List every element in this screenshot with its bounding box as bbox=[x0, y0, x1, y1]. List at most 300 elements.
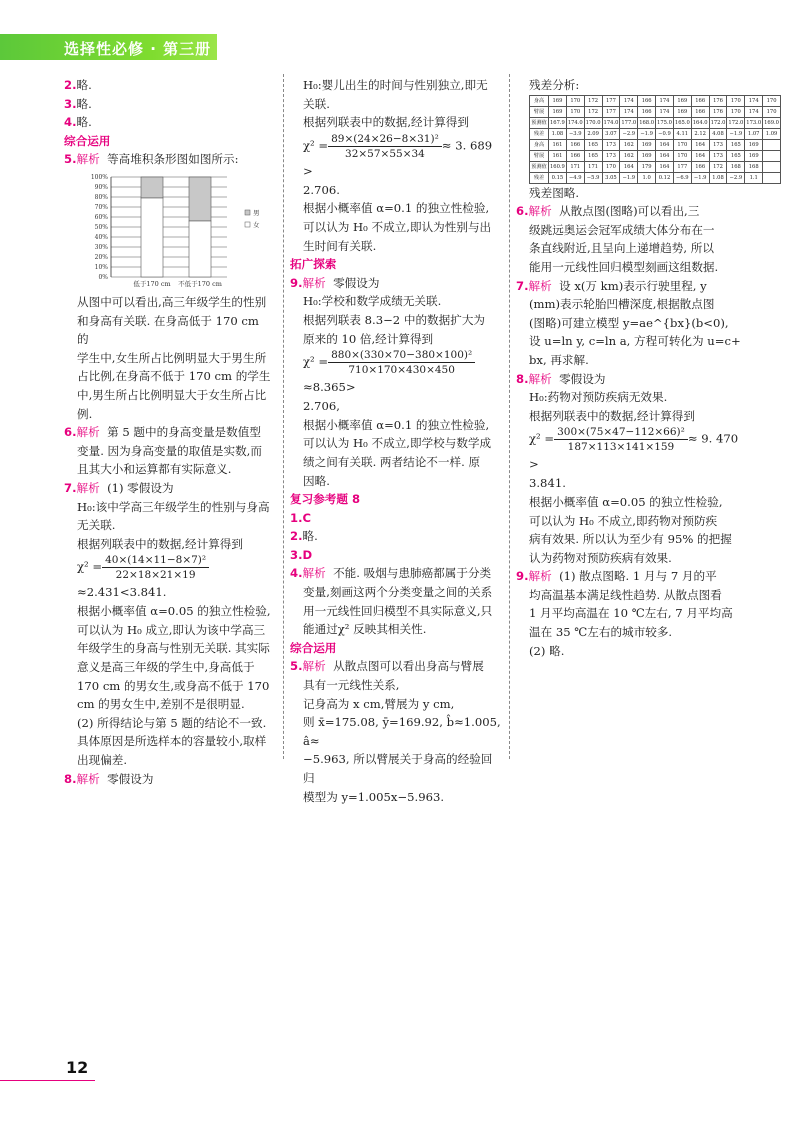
text-line: 1 月平均高温在 10 ℃左右, 7 月平均高 bbox=[529, 606, 733, 621]
chart-svg bbox=[77, 171, 277, 291]
item-6 bbox=[64, 423, 274, 442]
table-cell: 165 bbox=[584, 139, 602, 150]
table-cell: 1.08 bbox=[709, 172, 727, 183]
table-cell: 174 bbox=[620, 106, 638, 117]
text-line: 根据列联表 8.3−2 中的数据扩大为 bbox=[303, 312, 486, 327]
text-line: (图略)可建立模型 y=ae^{bx}(b<0), bbox=[529, 315, 729, 330]
text-line: 温在 35 ℃左右的城市较多. bbox=[529, 625, 673, 640]
bar-female bbox=[141, 198, 163, 277]
table-cell: 164 bbox=[656, 161, 674, 172]
formula-rhs: ≈8.365> bbox=[303, 380, 356, 395]
table-cell: 169 bbox=[745, 150, 763, 161]
table-cell: 169 bbox=[673, 95, 691, 106]
y-tick-label: 90% bbox=[94, 183, 108, 191]
item-6-body bbox=[64, 442, 274, 479]
table-cell: −1.9 bbox=[620, 172, 638, 183]
table-cell: 169 bbox=[549, 106, 567, 117]
table-row bbox=[530, 150, 781, 161]
table-cell: 164 bbox=[691, 150, 709, 161]
y-tick-label: 0% bbox=[98, 273, 108, 281]
answer-text: 设 x(万 km)表示行驶里程, y bbox=[559, 278, 707, 293]
stacked-bar-chart bbox=[77, 171, 277, 291]
text-line: 关联. bbox=[303, 96, 330, 111]
residual-intro: 残差分析: bbox=[529, 78, 580, 92]
table-cell: 1.0 bbox=[638, 172, 656, 183]
formula-lhs: χ² = bbox=[303, 354, 329, 369]
text-line: 因略. bbox=[303, 473, 330, 488]
table-cell: 3.07 bbox=[602, 128, 620, 139]
table-cell: 162 bbox=[620, 139, 638, 150]
fraction bbox=[554, 425, 688, 454]
text-line: 具体原因是所选样本的容量较小,取样 bbox=[77, 734, 267, 749]
text-line: 级跳远奥运会冠军成绩大体分布在一 bbox=[529, 222, 715, 237]
analysis-tag: 解析 bbox=[76, 425, 100, 440]
table-cell: 170.0 bbox=[584, 117, 602, 128]
table-cell: 0.15 bbox=[549, 172, 567, 183]
section-heading: 拓广探索 bbox=[290, 257, 337, 272]
row-label: 身高 bbox=[530, 95, 549, 106]
item-5 bbox=[64, 150, 274, 169]
table-cell: 165.0 bbox=[673, 117, 691, 128]
text-line: 则 x̄=175.08, ȳ=169.92, b̂≈1.005, â≈ bbox=[303, 715, 501, 748]
table-row bbox=[530, 95, 781, 106]
text-line: 可以认为 H₀ 成立,即认为该中学高三 bbox=[77, 622, 266, 637]
y-tick-label: 50% bbox=[94, 223, 108, 231]
table-cell: 174 bbox=[656, 95, 674, 106]
table-cell: 3.05 bbox=[602, 172, 620, 183]
table-cell: 164 bbox=[656, 139, 674, 150]
analysis-tag: 解析 bbox=[528, 371, 552, 386]
table-cell: 161 bbox=[549, 139, 567, 150]
review-3 bbox=[290, 546, 502, 565]
text-line: 无关联. bbox=[77, 518, 116, 533]
text-line: 病有效果. 所以认为至少有 95% 的把握 bbox=[529, 532, 732, 547]
item-number: 5. bbox=[290, 659, 303, 674]
item-number: 4. bbox=[64, 115, 77, 130]
page-number: 12 bbox=[66, 1058, 89, 1077]
answer-text: 略. bbox=[76, 96, 92, 111]
table-cell: 165 bbox=[584, 150, 602, 161]
formula bbox=[64, 553, 274, 602]
table-cell: 4.08 bbox=[709, 128, 727, 139]
table-cell: 171 bbox=[584, 161, 602, 172]
text-line: 例. bbox=[77, 406, 93, 421]
text-line: 年级学生的身高与性别无关联. 其实际 bbox=[77, 641, 270, 656]
table-cell: 169 bbox=[549, 95, 567, 106]
fraction bbox=[328, 348, 475, 377]
legend-label: 女 bbox=[253, 220, 260, 229]
table-cell: 168.0 bbox=[638, 117, 656, 128]
table-cell: 172 bbox=[584, 95, 602, 106]
row-label: 身高 bbox=[530, 139, 549, 150]
review-4 bbox=[290, 564, 502, 583]
answer-text: 从散点图(图略)可以看出,三 bbox=[559, 204, 700, 219]
review-5-body bbox=[290, 676, 502, 806]
item-9 bbox=[290, 274, 502, 293]
text-line: 根据小概率值 α=0.05 的独立性检验, bbox=[77, 604, 271, 619]
formula bbox=[290, 348, 502, 397]
table-cell: 173 bbox=[602, 139, 620, 150]
denominator: 710×170×430×450 bbox=[348, 364, 455, 377]
answer-text: 略. bbox=[76, 115, 92, 130]
numerator: 89×(24×26−8×31)² bbox=[328, 132, 442, 147]
formula-lhs: χ² = bbox=[303, 138, 329, 153]
residual-table bbox=[529, 95, 781, 184]
review-5 bbox=[290, 657, 502, 676]
analysis-tag: 解析 bbox=[76, 480, 100, 495]
table-cell: 174.0 bbox=[602, 117, 620, 128]
table-cell: 174 bbox=[656, 106, 674, 117]
item-number: 6. bbox=[64, 425, 77, 440]
table-cell bbox=[763, 161, 781, 172]
table-cell: 169.0 bbox=[763, 117, 781, 128]
review-8-body bbox=[516, 388, 746, 425]
review-6 bbox=[516, 202, 746, 221]
table-cell: 169 bbox=[745, 139, 763, 150]
table-cell: 168 bbox=[727, 161, 745, 172]
text-line: 设 u=ln y, c=ln a, 方程可转化为 u=c+ bbox=[529, 334, 741, 349]
denominator: 22×18×21×19 bbox=[115, 569, 196, 582]
text-line: 变量,刻画这两个分类变量之间的关系 bbox=[303, 585, 493, 600]
text-line: 3.841. bbox=[529, 476, 566, 491]
item-7-body bbox=[64, 602, 274, 769]
item-number: 7. bbox=[64, 480, 77, 495]
y-tick-label: 20% bbox=[94, 253, 108, 261]
row-label: 残差 bbox=[530, 128, 549, 139]
formula bbox=[290, 132, 502, 181]
table-cell: 172.0 bbox=[709, 117, 727, 128]
answer-text: (1) 零假设为 bbox=[107, 480, 174, 495]
text-line: 认为药物对预防疾病有效果. bbox=[529, 550, 672, 565]
text-line: 中,男生所占比例明显大于女生所占比 bbox=[77, 387, 267, 402]
text-line: H₀:该中学高三年级学生的性别与身高 bbox=[77, 499, 270, 514]
table-cell: 177 bbox=[602, 106, 620, 117]
analysis-tag: 解析 bbox=[302, 566, 326, 581]
table-cell: 175.0 bbox=[656, 117, 674, 128]
item-number: 5. bbox=[64, 152, 77, 167]
table-cell bbox=[763, 172, 781, 183]
review-9 bbox=[516, 567, 746, 586]
table-cell: 166 bbox=[566, 139, 584, 150]
text-line: 模型为 y=1.005x−5.963. bbox=[303, 789, 445, 804]
answer-text: 零假设为 bbox=[559, 371, 606, 386]
text-line: 可以认为 H₀ 不成立,即药物对预防疾 bbox=[529, 513, 718, 528]
item-9-body bbox=[290, 397, 502, 490]
item-number: 9. bbox=[516, 569, 529, 584]
table-cell: −5.9 bbox=[584, 172, 602, 183]
table-row bbox=[530, 172, 781, 183]
analysis-tag: 解析 bbox=[528, 278, 552, 293]
formula bbox=[516, 425, 746, 474]
answer-text: 第 5 题中的身高变量是数值型 bbox=[107, 425, 261, 440]
table-cell: 177 bbox=[673, 161, 691, 172]
item-9-body bbox=[290, 292, 502, 348]
text-line: 根据小概率值 α=0.1 的独立性检验, bbox=[303, 201, 490, 216]
review-9-body bbox=[516, 586, 746, 660]
fraction bbox=[102, 553, 209, 582]
table-cell: 161 bbox=[549, 150, 567, 161]
text-line: 原来的 10 倍,经计算得到 bbox=[303, 331, 434, 346]
column-divider bbox=[509, 74, 510, 759]
analysis-tag: 解析 bbox=[528, 569, 552, 584]
text-line: 从图中可以看出,高三年级学生的性别 bbox=[77, 294, 267, 309]
table-cell: 160.9 bbox=[549, 161, 567, 172]
analysis-tag: 解析 bbox=[76, 771, 100, 786]
text-line: 2.706. bbox=[303, 182, 340, 197]
table-cell: 170 bbox=[727, 106, 745, 117]
column-1 bbox=[64, 76, 274, 788]
text-line: 记身高为 x cm,臂展为 y cm, bbox=[303, 696, 455, 711]
item-number: 1. bbox=[290, 510, 303, 525]
table-cell: 170 bbox=[566, 95, 584, 106]
table-row bbox=[530, 139, 781, 150]
answer-text: 零假设为 bbox=[107, 771, 154, 786]
text-line: 170 cm 的男女生,或身高不低于 170 bbox=[77, 678, 270, 693]
table-cell bbox=[763, 150, 781, 161]
answer-text: 略. bbox=[76, 78, 92, 92]
text-line: 和身高有关联. 在身高低于 170 cm 的 bbox=[77, 313, 259, 347]
table-cell: 172 bbox=[709, 161, 727, 172]
table-cell: 162 bbox=[620, 150, 638, 161]
text-line: 生时间有关联. bbox=[303, 238, 377, 253]
legend-label: 男 bbox=[253, 208, 260, 217]
section-heading: 综合运用 bbox=[290, 640, 337, 655]
table-cell: 164 bbox=[691, 139, 709, 150]
table-cell: −1.9 bbox=[691, 172, 709, 183]
item-7-body bbox=[64, 498, 274, 554]
table-cell: 169 bbox=[673, 106, 691, 117]
numerator: 880×(330×70−380×100)² bbox=[328, 348, 475, 363]
x-tick-label: 低于170 cm bbox=[133, 279, 171, 288]
row-label: 残差 bbox=[530, 172, 549, 183]
text-line: 根据列联表中的数据,经计算得到 bbox=[77, 536, 243, 551]
table-cell: 172.0 bbox=[727, 117, 745, 128]
table-cell: 165 bbox=[727, 150, 745, 161]
table-cell: 176 bbox=[709, 95, 727, 106]
section-heading: 综合运用 bbox=[64, 133, 111, 148]
table-row bbox=[530, 117, 781, 128]
answer-text: 略. bbox=[302, 529, 318, 544]
text-line: bx, 再求解. bbox=[529, 352, 589, 367]
page-rule bbox=[0, 1080, 95, 1081]
formula-lhs: χ² = bbox=[529, 431, 555, 446]
table-cell: 177.0 bbox=[620, 117, 638, 128]
y-tick-label: 30% bbox=[94, 243, 108, 251]
y-tick-label: 70% bbox=[94, 203, 108, 211]
table-cell: 166 bbox=[638, 106, 656, 117]
row-label: 预测值 bbox=[530, 117, 549, 128]
text-line: 用一元线性回归模型不具实际意义,只 bbox=[303, 603, 493, 618]
y-tick-label: 60% bbox=[94, 213, 108, 221]
text-line: 条直线附近,且呈向上递增趋势, 所以 bbox=[529, 241, 714, 256]
item-number: 8. bbox=[516, 371, 529, 386]
formula-rhs: ≈ 3. 689 > bbox=[303, 138, 493, 178]
table-cell bbox=[763, 139, 781, 150]
fraction bbox=[328, 132, 442, 161]
table-cell: 173 bbox=[709, 150, 727, 161]
answer-text: 零假设为 bbox=[333, 275, 380, 290]
choice-answer: C bbox=[302, 510, 311, 525]
table-cell: −0.9 bbox=[656, 128, 674, 139]
text-line: (2) 略. bbox=[529, 643, 565, 658]
text-line: −5.963, 所以臂展关于身高的经验回归 bbox=[303, 752, 493, 785]
text-line: 且其大小和运算都有实际意义. bbox=[77, 462, 232, 477]
text-line: 均高温基本满足线性趋势. 从散点图看 bbox=[529, 587, 722, 602]
review-8 bbox=[516, 370, 746, 389]
text-line: H₀:药物对预防疾病无效果. bbox=[529, 390, 668, 405]
table-cell: 173.0 bbox=[745, 117, 763, 128]
table-cell: −6.9 bbox=[673, 172, 691, 183]
section-heading: 复习参考题 8 bbox=[290, 492, 361, 507]
table-cell: 2.12 bbox=[691, 128, 709, 139]
review-8-body bbox=[516, 474, 746, 567]
formula-rhs: ≈ 9. 470 > bbox=[529, 431, 739, 472]
item-number: 9. bbox=[290, 275, 303, 290]
column-3 bbox=[516, 76, 779, 660]
text-line: 可以认为 H₀ 不成立,即认为性别与出 bbox=[303, 219, 492, 234]
text-line: 可以认为 H₀ 不成立,即学校与数学成 bbox=[303, 436, 492, 451]
analysis-tag: 解析 bbox=[528, 204, 552, 219]
table-cell: 166 bbox=[691, 106, 709, 117]
table-cell: 170 bbox=[566, 106, 584, 117]
text-line: 出现偏差. bbox=[77, 753, 128, 768]
item-7 bbox=[64, 479, 274, 498]
review-2 bbox=[290, 527, 502, 546]
table-cell: 164 bbox=[656, 150, 674, 161]
table-cell: 164 bbox=[620, 161, 638, 172]
answer-text: 不能. 吸烟与患肺癌都属于分类 bbox=[333, 566, 492, 581]
item-4 bbox=[64, 113, 274, 132]
formula-rhs: ≈2.431<3.841. bbox=[77, 585, 167, 600]
text-line: 根据小概率值 α=0.1 的独立性检验, bbox=[303, 417, 490, 432]
y-tick-label: 40% bbox=[94, 233, 108, 241]
text-line: cm 的男女生中,差别不是很明显. bbox=[77, 697, 245, 712]
answer-text: 从散点图可以看出身高与臂展 bbox=[333, 659, 484, 674]
review-4-body bbox=[290, 583, 502, 639]
review-7-body bbox=[516, 295, 746, 369]
numerator: 300×(75×47−112×66)² bbox=[554, 425, 688, 440]
text-line: (mm)表示轮胎凹槽深度,根据散点图 bbox=[529, 297, 715, 312]
table-cell: 174 bbox=[745, 95, 763, 106]
text-line: 能通过χ² 反映其相关性. bbox=[303, 622, 427, 637]
table-row bbox=[530, 161, 781, 172]
item-number: 2. bbox=[64, 78, 77, 92]
text-line: 绩之间有关联. 两者结论不一样. 原 bbox=[303, 454, 481, 469]
review-7 bbox=[516, 277, 746, 296]
formula-lhs: χ² = bbox=[77, 559, 103, 574]
table-cell: −1.9 bbox=[727, 128, 745, 139]
table-cell: 179 bbox=[638, 161, 656, 172]
analysis-tag: 解析 bbox=[302, 659, 326, 674]
table-cell: 1.1 bbox=[745, 172, 763, 183]
text-line: 具有一元线性关系, bbox=[303, 678, 400, 693]
table-cell: −3.9 bbox=[566, 128, 584, 139]
table-cell: 172 bbox=[584, 106, 602, 117]
table-cell: −2.9 bbox=[727, 172, 745, 183]
answer-text: 等高堆积条形图如图所示: bbox=[107, 152, 239, 167]
item-number: 8. bbox=[64, 771, 77, 786]
table-cell: 1.07 bbox=[745, 128, 763, 139]
analysis-tag: 解析 bbox=[76, 152, 100, 167]
header-title: 选择性必修 · 第三册 bbox=[64, 40, 212, 58]
row-label: 预测值 bbox=[530, 161, 549, 172]
analysis-tag: 解析 bbox=[302, 275, 326, 290]
bar-female bbox=[189, 221, 211, 277]
text-line: (2) 所得结论与第 5 题的结论不一致. bbox=[77, 715, 267, 730]
review-1 bbox=[290, 509, 502, 528]
table-cell: 170 bbox=[673, 150, 691, 161]
bar-male bbox=[189, 177, 211, 221]
table-cell: 0.12 bbox=[656, 172, 674, 183]
table-cell: 2.09 bbox=[584, 128, 602, 139]
table-cell: 170 bbox=[602, 161, 620, 172]
numerator: 40×(14×11−8×7)² bbox=[102, 553, 209, 568]
table-cell: 170 bbox=[727, 95, 745, 106]
y-tick-label: 10% bbox=[94, 263, 108, 271]
text-line: 意义是高三年级的学生中,身高低于 bbox=[77, 660, 255, 675]
table-cell: 166 bbox=[638, 95, 656, 106]
text-line: 学生中,女生所占比例明显大于男生所 bbox=[77, 350, 267, 365]
text-line: 根据列联表中的数据,经计算得到 bbox=[529, 408, 695, 423]
answer-text: (1) 散点图略. 1 月与 7 月的平 bbox=[559, 569, 717, 584]
table-cell: 173 bbox=[602, 150, 620, 161]
denominator: 187×113×141×159 bbox=[567, 441, 675, 454]
text-line: 2.706, bbox=[303, 399, 340, 414]
table-cell: −1.9 bbox=[638, 128, 656, 139]
table-cell: 165 bbox=[727, 139, 745, 150]
text-line: 根据小概率值 α=0.05 的独立性检验, bbox=[529, 494, 723, 509]
choice-answer: D bbox=[302, 547, 313, 562]
item-number: 7. bbox=[516, 278, 529, 293]
table-cell: 1.09 bbox=[763, 128, 781, 139]
item-number: 2. bbox=[290, 529, 303, 544]
table-cell: 169 bbox=[638, 150, 656, 161]
table-cell: 166 bbox=[691, 161, 709, 172]
table-row bbox=[530, 128, 781, 139]
text-line: 根据列联表中的数据,经计算得到 bbox=[303, 115, 469, 130]
item-8 bbox=[64, 770, 274, 789]
item-number: 3. bbox=[290, 547, 303, 562]
column-2 bbox=[290, 76, 502, 806]
row-label: 臂展 bbox=[530, 150, 549, 161]
item-8-body bbox=[290, 181, 502, 255]
item-number: 6. bbox=[516, 204, 529, 219]
table-row bbox=[530, 106, 781, 117]
bar-male bbox=[141, 177, 163, 198]
denominator: 32×57×55×34 bbox=[345, 147, 425, 160]
table-cell: 171 bbox=[566, 161, 584, 172]
text-line: H₀:学校和数学成绩无关联. bbox=[303, 294, 442, 309]
table-cell: 169 bbox=[638, 139, 656, 150]
review-6-body bbox=[516, 221, 746, 277]
row-label: 臂展 bbox=[530, 106, 549, 117]
table-cell: −4.9 bbox=[566, 172, 584, 183]
column-divider bbox=[283, 74, 284, 759]
table-cell: 174 bbox=[745, 106, 763, 117]
table-cell: 173 bbox=[709, 139, 727, 150]
y-tick-label: 100% bbox=[90, 173, 108, 181]
item-8-body bbox=[290, 76, 502, 132]
y-tick-label: 80% bbox=[94, 193, 108, 201]
table-cell: 170 bbox=[763, 106, 781, 117]
table-cell: 166 bbox=[691, 95, 709, 106]
residual-note: 残差图略. bbox=[529, 185, 580, 200]
text-line: 能用一元线性回归模型刻画这组数据. bbox=[529, 259, 719, 274]
table-cell: 176 bbox=[709, 106, 727, 117]
table-cell: 177 bbox=[602, 95, 620, 106]
table-cell: 1.08 bbox=[549, 128, 567, 139]
item-number: 3. bbox=[64, 96, 77, 111]
